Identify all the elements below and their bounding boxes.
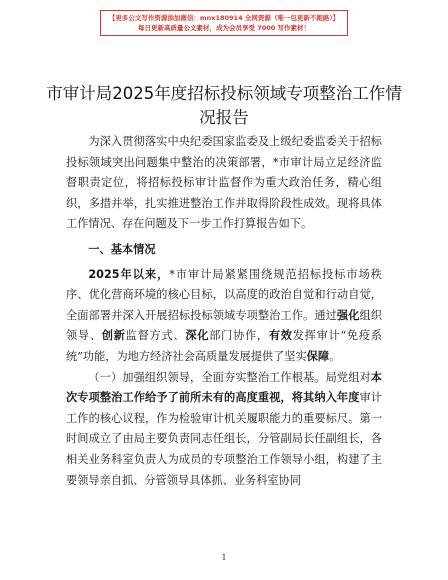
banner-line-1: 【更多公文写作资源添加微信：mnx180914 全网资源（唯一包更新不跑路）】 [108,14,340,22]
paragraph-text: 。 [329,349,341,363]
paragraph-lead: 2025年以来， [88,267,170,281]
paragraph-text: *市审计局紧紧围绕规范招标投标市场秩序、优化营商环境的核心目标，以高度的政治自觉和行动自觉，全面部署并深入开展招标投标领域专项整治工作。通过 [66,267,382,322]
paragraph-text: 组织领导、 [66,308,382,343]
basic-situation-paragraph [66,265,382,368]
emphasis-text: 有效 [268,329,293,343]
subsection-paragraph [66,368,382,492]
emphasis-text: 强化 [336,308,360,322]
emphasis-text: 本次专项整治工作给予了前所未有的高度重视，将其纳入年度 [66,370,382,405]
section-heading: 一、基本情况 [88,242,156,256]
paragraph-text: 监督方式、 [125,329,186,343]
document-body [66,132,382,491]
promo-banner [100,10,348,36]
emphasis-text: 创新 [101,329,126,343]
paragraph-text: 部门协作， [209,329,269,343]
document-title: 市审计局2025年度招标投标领域专项整治工作情况报告 [46,84,402,127]
banner-line-2: 每日更新高质量公文素材，成为会员享受 7000 写作素材！ [137,24,311,32]
page-number: 1 [221,553,227,562]
paragraph-text: 审计工作的核心议程，作为检验审计机关履职能力的重要标尺。第一时间成立了由局主要负责同志任组长，分管副局长任副组长，各相关业务科室负责人为成员的专项整治工作领导小组，构建了主要领导亲自抓、分管领导具体抓、业务科室协同 [66,391,382,487]
emphasis-text: 深化 [185,329,210,343]
paragraph-text: （一）加强组织领导，全面夯实整治工作根基。局党组对 [88,370,371,384]
paragraph-text: 发挥审计“免疫系统”功能，为地方经济社会高质量发展提供了坚实 [66,329,382,363]
intro-paragraph: 为深入贯彻落实中央纪委国家监委及上级纪委监委关于招标投标领域突出问题集中整治的决策部署，*市审计局立足经济监督职责定位，将招标投标审计监督作为重大政治任务，精心组织，多措并举，扎实推进整治工作并取得阶段性成效。现将具体工作情况、存在问题及下一步工作打算报告如下。 [66,135,382,231]
emphasis-text: 保障 [306,349,330,363]
